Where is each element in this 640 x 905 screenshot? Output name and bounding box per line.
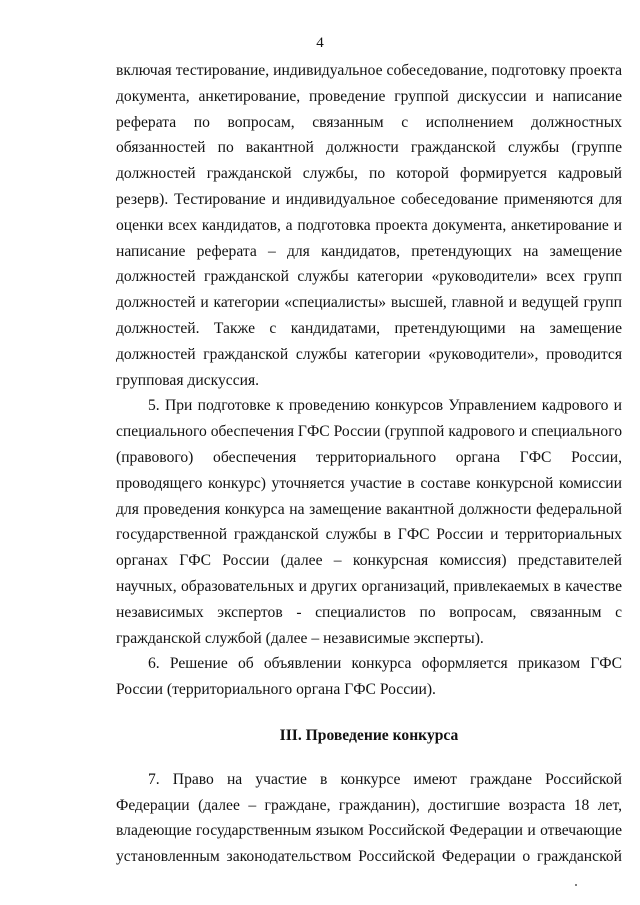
section-heading: III. Проведение конкурса <box>279 726 459 744</box>
paragraph-7: 7. Право на участие в конкурсе имеют граждане Российской Федерации (далее – граждане, гражданин), достигшие возраста 18 лет, владеющие государственным языком Российской Федерации и отвечающие установленным законодательством Российской Федерации о гражданской <box>116 770 622 866</box>
paragraph-6: 6. Решение об объявлении конкурса оформляется приказом ГФС России (территориального органа ГФС России). <box>116 655 622 699</box>
scan-speck <box>575 884 577 886</box>
page-number: 4 <box>316 35 324 51</box>
paragraph-5: 5. При подготовке к проведению конкурсов Управлением кадрового и специального обеспечения ГФС России (группой кадрового и специального (правового) обеспечения территориального органа ГФС России, проводящего конкурс) уточняется участие в составе конкурсной комиссии для проведения конкурса на замещение вакантной должности федеральной государственной гражданской службы в ГФС России и территориальных органах ГФС России (далее – конкурсная комиссия) представителей научных, образовательных и других организаций, привлекаемых в качестве независимых экспертов - специалистов по вопросам, связанным с гражданской службой (далее – независимые эксперты). <box>116 397 622 647</box>
paragraph-continued: включая тестирование, индивидуальное собеседование, подготовку проекта документа, анкетирование, проведение группой дискуссии и написание реферата по вопросам, связанным с исполнением должностных обязанностей по вакантной должности гражданской службы (группе должностей гражданской службы, по которой формируется кадровый резерв). Тестирование и индивидуальное собеседование применяются для оценки всех кандидатов, а подготовка проекта документа, анкетирование и написание реферата – для кандидатов, претендующих на замещение должностей гражданской службы категории «руководители» всех групп должностей и категории «специалисты» высшей, главной и ведущей групп должностей. Также с кандидатами, претендующими на замещение должностей гражданской службы категории «руководители», проводится групповая дискуссия. <box>116 62 622 389</box>
document-body <box>116 58 622 870</box>
